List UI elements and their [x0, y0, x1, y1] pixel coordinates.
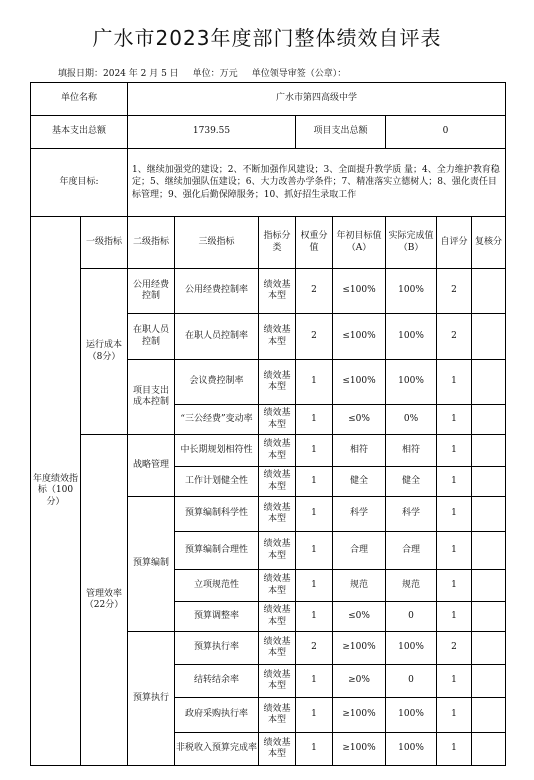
row-3-target: ≤0% — [333, 405, 386, 435]
row-5-name: 工作计划健全性 — [175, 467, 259, 497]
row-11-target: ≥0% — [333, 665, 386, 698]
subgroup-budget-prep: 预算编制 — [128, 497, 175, 632]
header-lvl3: 三级指标 — [175, 217, 259, 269]
row-10-weight: 2 — [296, 632, 333, 665]
row-2-review — [472, 360, 506, 405]
section-label: 年度绩效指标（100分） — [31, 217, 81, 766]
row-3-type: 绩效基本型 — [259, 405, 296, 435]
row-4-review — [472, 435, 506, 467]
subgroup-budget-exec: 预算执行 — [128, 632, 175, 766]
row-7-self: 1 — [437, 532, 472, 570]
row-12-type: 绩效基本型 — [259, 698, 296, 733]
row-4-name: 中长期规划相符性 — [175, 435, 259, 467]
row-11-name: 结转结余率 — [175, 665, 259, 698]
row-0-name: 公用经费控制率 — [175, 269, 259, 314]
row-11-self: 1 — [437, 665, 472, 698]
row-3-review — [472, 405, 506, 435]
basic-total-value: 1739.55 — [128, 116, 296, 149]
header-lvl2: 二级指标 — [128, 217, 175, 269]
row-5-weight: 1 — [296, 467, 333, 497]
row-10-target: ≥100% — [333, 632, 386, 665]
subgroup-staff: 在职人员控制 — [128, 314, 175, 360]
row-4-actual: 相符 — [386, 435, 437, 467]
project-total-label: 项目支出总额 — [296, 116, 386, 149]
row-4-self: 1 — [437, 435, 472, 467]
row-10-self: 2 — [437, 632, 472, 665]
fill-date: 填报日期：2024 年 2 月 5 日 — [58, 69, 179, 79]
row-1-name: 在职人员控制率 — [175, 314, 259, 360]
subgroup-strategy: 战略管理 — [128, 435, 175, 497]
row-10-name: 预算执行率 — [175, 632, 259, 665]
row-13-review — [472, 733, 506, 766]
project-total-value: 0 — [386, 116, 506, 149]
leader-approval: 单位领导审签（公章）： — [251, 69, 347, 79]
row-9-weight: 1 — [296, 602, 333, 632]
row-1-self: 2 — [437, 314, 472, 360]
subgroup-public-fund: 公用经费控制 — [128, 269, 175, 314]
row-7-target: 合理 — [333, 532, 386, 570]
row-4-weight: 1 — [296, 435, 333, 467]
row-0-actual: 100% — [386, 269, 437, 314]
row-8-review — [472, 570, 506, 602]
row-9-name: 预算调整率 — [175, 602, 259, 632]
row-5-self: 1 — [437, 467, 472, 497]
header-review: 复核分 — [472, 217, 506, 269]
header-lvl1: 一级指标 — [81, 217, 128, 269]
row-0-review — [472, 269, 506, 314]
row-12-target: ≥100% — [333, 698, 386, 733]
row-3-self: 1 — [437, 405, 472, 435]
row-9-self: 1 — [437, 602, 472, 632]
row-13-actual: 100% — [386, 733, 437, 766]
row-3-name: “三公经费”变动率 — [175, 405, 259, 435]
unit-name-label: 单位名称 — [31, 83, 128, 116]
row-7-actual: 合理 — [386, 532, 437, 570]
header-weight: 权重分值 — [296, 217, 333, 269]
row-3-weight: 1 — [296, 405, 333, 435]
group-management-efficiency: 管理效率（22分） — [81, 435, 128, 766]
row-12-weight: 1 — [296, 698, 333, 733]
page-title: 广水市2023年度部门整体绩效自评表 — [92, 26, 442, 50]
row-0-self: 2 — [437, 269, 472, 314]
row-7-review — [472, 532, 506, 570]
row-9-review — [472, 602, 506, 632]
row-13-weight: 1 — [296, 733, 333, 766]
row-6-self: 1 — [437, 497, 472, 532]
row-12-actual: 100% — [386, 698, 437, 733]
row-8-self: 1 — [437, 570, 472, 602]
row-1-weight: 2 — [296, 314, 333, 360]
row-12-self: 1 — [437, 698, 472, 733]
form-meta — [58, 66, 360, 79]
row-9-target: ≤0% — [333, 602, 386, 632]
row-1-type: 绩效基本型 — [259, 314, 296, 360]
row-8-target: 规范 — [333, 570, 386, 602]
row-13-target: ≥100% — [333, 733, 386, 766]
annual-target-label: 年度目标: — [31, 149, 128, 217]
row-6-target: 科学 — [333, 497, 386, 532]
row-5-type: 绩效基本型 — [259, 467, 296, 497]
group-running-cost: 运行成本（8分） — [81, 269, 128, 435]
row-0-type: 绩效基本型 — [259, 269, 296, 314]
row-7-name: 预算编制合理性 — [175, 532, 259, 570]
row-2-name: 会议费控制率 — [175, 360, 259, 405]
row-7-weight: 1 — [296, 532, 333, 570]
row-2-type: 绩效基本型 — [259, 360, 296, 405]
row-8-name: 立项规范性 — [175, 570, 259, 602]
row-10-type: 绩效基本型 — [259, 632, 296, 665]
row-0-target: ≤100% — [333, 269, 386, 314]
row-9-actual: 0 — [386, 602, 437, 632]
row-0-weight: 2 — [296, 269, 333, 314]
row-13-self: 1 — [437, 733, 472, 766]
row-13-type: 绩效基本型 — [259, 733, 296, 766]
unit-label: 单位：万元 — [192, 69, 238, 79]
basic-total-label: 基本支出总额 — [31, 116, 128, 149]
annual-target-text: 1、继续加强党的建设；2、不断加强作风建设；3、全面提升教学质 量；4、全力维护教育稳定；5、继续加强队伍建设；6、大力改善办学条件；7、精准落实立德树人；8、强化责任目标管理；9、强化后勤保障服务；10、抓好招生录取工作 — [128, 149, 506, 217]
row-8-weight: 1 — [296, 570, 333, 602]
row-11-type: 绩效基本型 — [259, 665, 296, 698]
row-6-type: 绩效基本型 — [259, 497, 296, 532]
row-2-target: ≤100% — [333, 360, 386, 405]
row-13-name: 非税收入预算完成率 — [175, 733, 259, 766]
row-8-type: 绩效基本型 — [259, 570, 296, 602]
row-6-review — [472, 497, 506, 532]
row-10-review — [472, 632, 506, 665]
row-6-weight: 1 — [296, 497, 333, 532]
row-12-review — [472, 698, 506, 733]
row-11-review — [472, 665, 506, 698]
row-5-actual: 健全 — [386, 467, 437, 497]
evaluation-table — [30, 82, 506, 766]
row-4-target: 相符 — [333, 435, 386, 467]
header-type: 指标分类 — [259, 217, 296, 269]
row-11-actual: 0 — [386, 665, 437, 698]
row-1-review — [472, 314, 506, 360]
unit-name-value: 广水市第四高级中学 — [128, 83, 506, 116]
row-2-self: 1 — [437, 360, 472, 405]
row-5-target: 健全 — [333, 467, 386, 497]
row-4-type: 绩效基本型 — [259, 435, 296, 467]
header-self: 自评分 — [437, 217, 472, 269]
row-11-weight: 1 — [296, 665, 333, 698]
row-2-weight: 1 — [296, 360, 333, 405]
row-1-actual: 100% — [386, 314, 437, 360]
row-3-actual: 0% — [386, 405, 437, 435]
row-1-target: ≤100% — [333, 314, 386, 360]
row-6-actual: 科学 — [386, 497, 437, 532]
header-actual: 实际完成值（B） — [386, 217, 437, 269]
row-7-type: 绩效基本型 — [259, 532, 296, 570]
header-target: 年初目标值（A） — [333, 217, 386, 269]
row-5-review — [472, 467, 506, 497]
row-2-actual: 100% — [386, 360, 437, 405]
row-6-name: 预算编制科学性 — [175, 497, 259, 532]
subgroup-project-cost: 项目支出成本控制 — [128, 360, 175, 435]
row-8-actual: 规范 — [386, 570, 437, 602]
row-12-name: 政府采购执行率 — [175, 698, 259, 733]
row-9-type: 绩效基本型 — [259, 602, 296, 632]
row-10-actual: 100% — [386, 632, 437, 665]
